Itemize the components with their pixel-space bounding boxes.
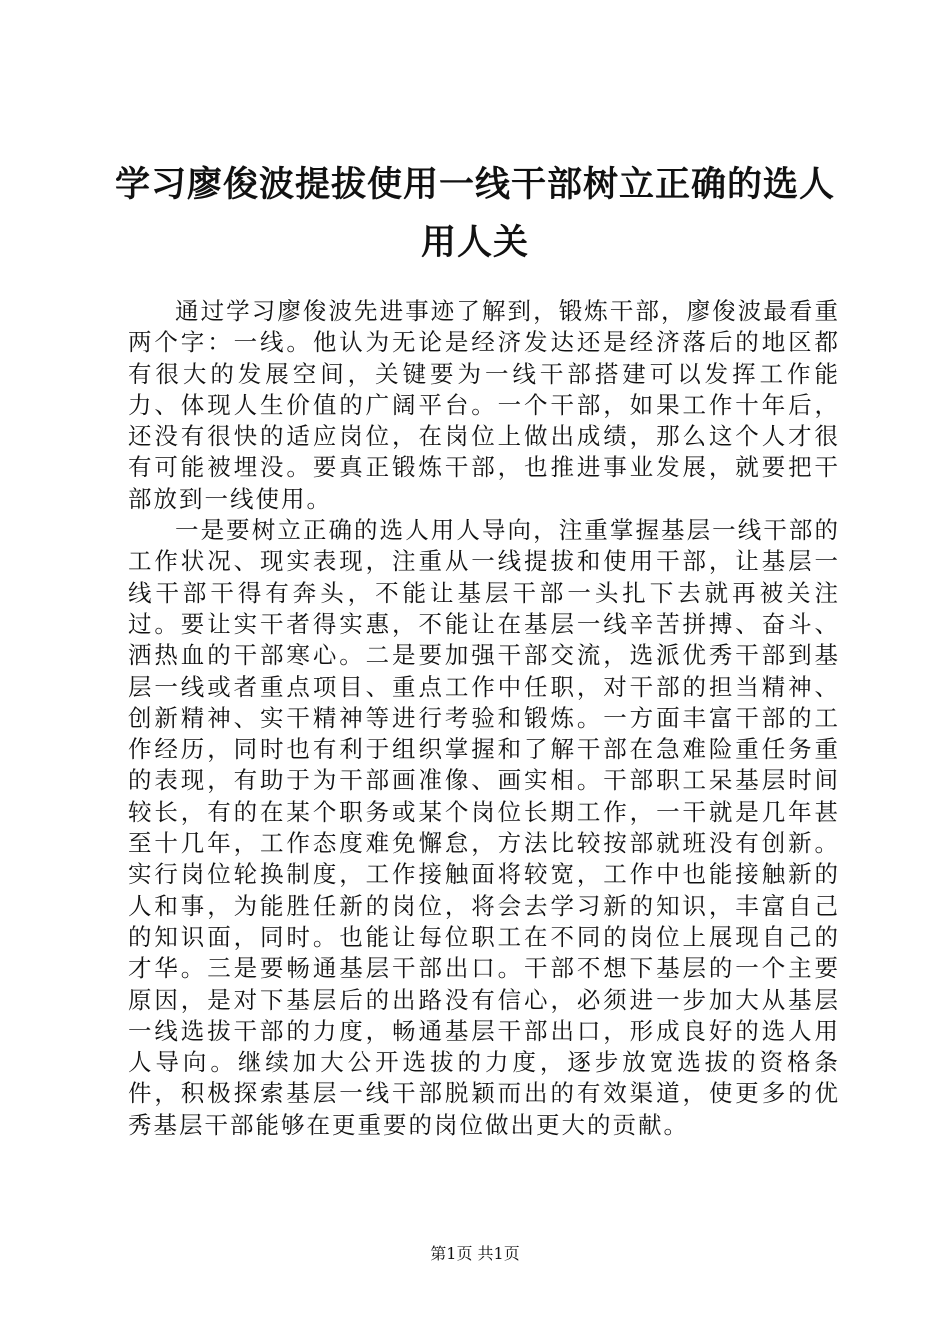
- document-body: [128, 296, 840, 1141]
- paragraph-intro: 通过学习廖俊波先进事迹了解到，锻炼干部，廖俊波最看重两个字：一线。他认为无论是经济发达还是经济落后的地区都有很大的发展空间，关键要为一线干部搭建可以发挥工作能力、体现人生价值的广阔平台。一个干部，如果工作十年后，还没有很快的适应岗位，在岗位上做出成绩，那么这个人才很有可能被埋没。要真正锻炼干部，也推进事业发展，就要把干部放到一线使用。: [128, 297, 840, 513]
- paragraph-measures: 一是要树立正确的选人用人导向，注重掌握基层一线干部的工作状况、现实表现，注重从一线提拔和使用干部，让基层一线干部干得有奔头，不能让基层干部一头扎下去就再被关注过。要让实干者得实惠，不能让在基层一线辛苦拼搏、奋斗、洒热血的干部寒心。二是要加强干部交流，选派优秀干部到基层一线或者重点项目、重点工作中任职，对干部的担当精神、创新精神、实干精神等进行考验和锻炼。一方面丰富干部的工作经历，同时也有利于组织掌握和了解干部在急难险重任务重的表现，有助于为干部画准像、画实相。干部职工呆基层时间较长，有的在某个职务或某个岗位长期工作，一干就是几年甚至十几年，工作态度难免懈怠，方法比较按部就班没有创新。实行岗位轮换制度，工作接触面将较宽，工作中也能接触新的人和事，为能胜任新的岗位，将会去学习新的知识，丰富自己的知识面，同时。也能让每位职工在不同的岗位上展现自己的才华。三是要畅通基层干部出口。干部不想下基层的一个主要原因，是对下基层后的出路没有信心，必须进一步加大从基层一线选拔干部的力度，畅通基层干部出口，形成良好的选人用人导向。继续加大公开选拔的力度，逐步放宽选拔的资格条件，积极探索基层一线干部脱颖而出的有效渠道，使更多的优秀基层干部能够在更重要的岗位做出更大的贡献。: [128, 516, 840, 1139]
- document-title: 学习廖俊波提拔使用一线干部树立正确的选人用人关: [114, 165, 835, 263]
- page-number-footer: 第1页 共1页: [430, 1244, 520, 1263]
